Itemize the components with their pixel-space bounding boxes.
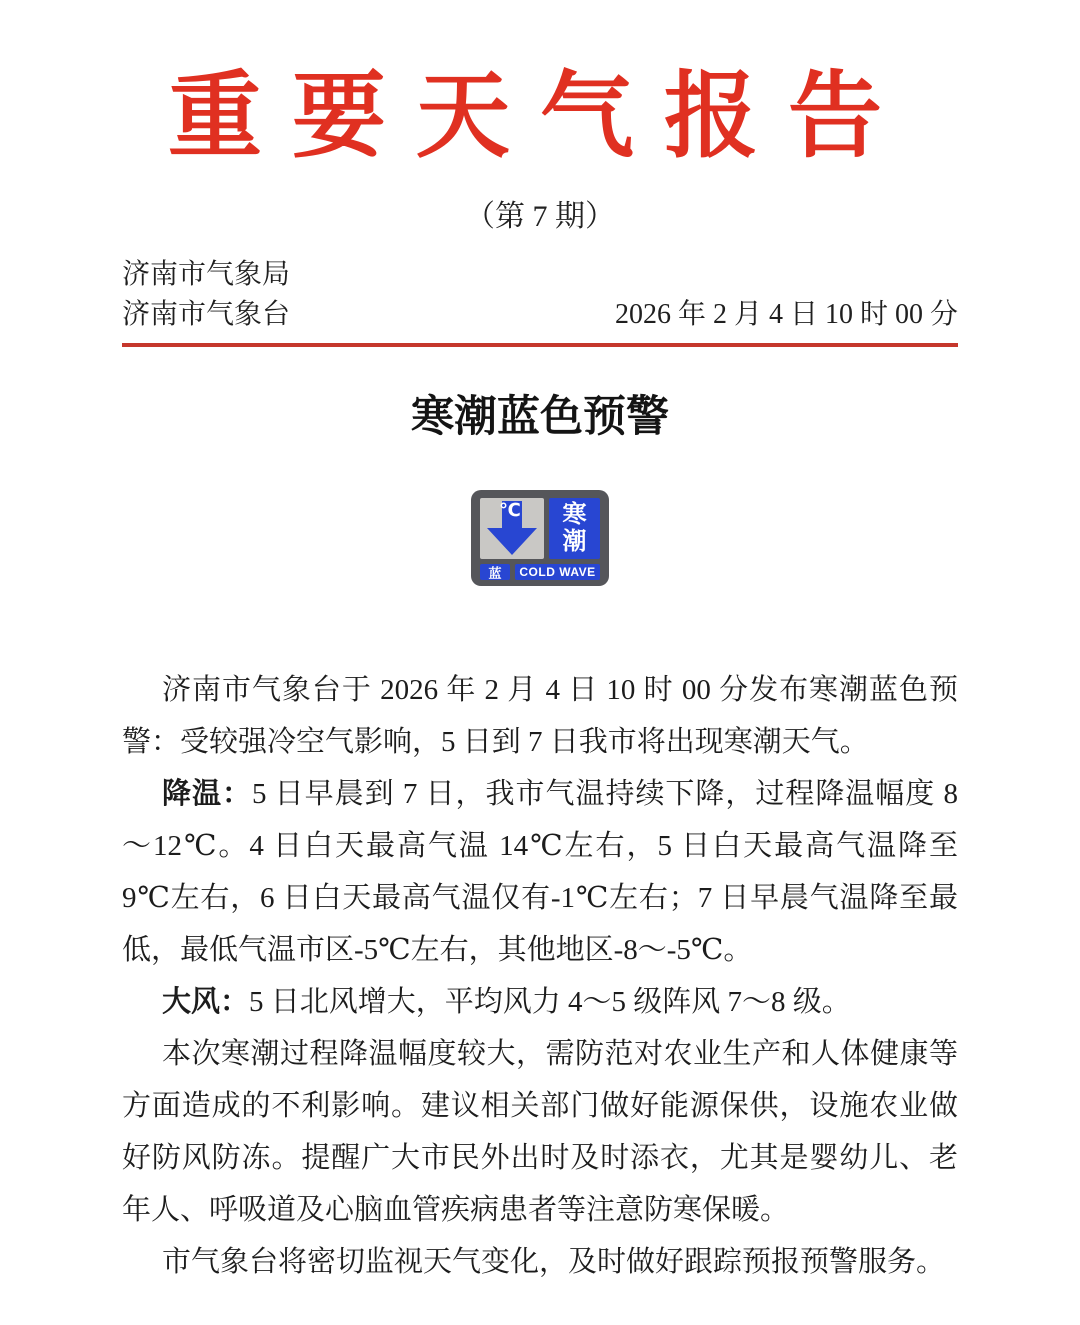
cold-wave-cn-label bbox=[549, 498, 600, 559]
issuer-line-observatory: 济南市气象台 bbox=[122, 299, 291, 330]
paragraph-lead: 大风： bbox=[162, 986, 250, 1018]
paragraph-text: 5 日早晨到 7 日，我市气温持续下降，过程降温幅度 8～12℃。4 日白天最高气温 14℃左右，5 日白天最高气温降至 9℃左右，6 日白天最高气温仅有-1℃左右；7 日早晨气温降至最低，最低气温市区-5℃左右，其他地区-8～-5℃。 bbox=[122, 778, 958, 966]
issue-number: （第 7 期） bbox=[465, 200, 615, 233]
cold-wave-warning-icon bbox=[471, 490, 609, 586]
cold-wave-cn-char-bottom: 潮 bbox=[562, 528, 587, 555]
paragraph-advisory bbox=[122, 1028, 958, 1236]
paragraph-text: 5 日北风增大，平均风力 4～5 级阵风 7～8 级。 bbox=[249, 986, 851, 1018]
issuer-row bbox=[122, 255, 958, 335]
issuer-line-bureau: 济南市气象局 bbox=[122, 259, 291, 290]
paragraph-text: 市气象台将密切监视天气变化，及时做好跟踪预报预警服务。 bbox=[162, 1246, 946, 1278]
paragraph-wind bbox=[122, 976, 958, 1028]
paragraph-closing bbox=[122, 1236, 958, 1288]
cold-wave-cn-char-top: 寒 bbox=[562, 501, 587, 528]
celsius-symbol: ℃ bbox=[499, 500, 521, 521]
report-body bbox=[122, 664, 958, 1288]
paragraph-lead: 降温： bbox=[162, 778, 252, 810]
paragraph-text: 本次寒潮过程降温幅度较大，需防范对农业生产和人体健康等方面造成的不利影响。建议相关部门做好能源保供，设施农业做好防风防冻。提醒广大市民外出时及时添衣，尤其是婴幼儿、老年人、呼吸道及心脑血管疾病患者等注意防寒保暖。 bbox=[122, 1038, 958, 1226]
paragraph-announcement bbox=[122, 664, 958, 768]
blue-level-badge: 蓝 bbox=[480, 564, 510, 580]
red-divider bbox=[122, 343, 958, 347]
cold-wave-en-label: COLD WAVE bbox=[515, 564, 600, 580]
report-title: 重要天气报告 bbox=[167, 65, 912, 169]
issuer-block bbox=[122, 255, 290, 335]
issue-datetime: 2026 年 2 月 4 日 10 时 00 分 bbox=[614, 299, 958, 330]
paragraph-text: 济南市气象台于 2026 年 2 月 4 日 10 时 00 分发布寒潮蓝色预警：受较强冷空气影响，5 日到 7 日我市将出现寒潮天气。 bbox=[122, 674, 958, 758]
paragraph-cooling bbox=[122, 768, 958, 976]
alert-heading: 寒潮蓝色预警 bbox=[411, 394, 669, 441]
temperature-panel bbox=[480, 498, 544, 559]
